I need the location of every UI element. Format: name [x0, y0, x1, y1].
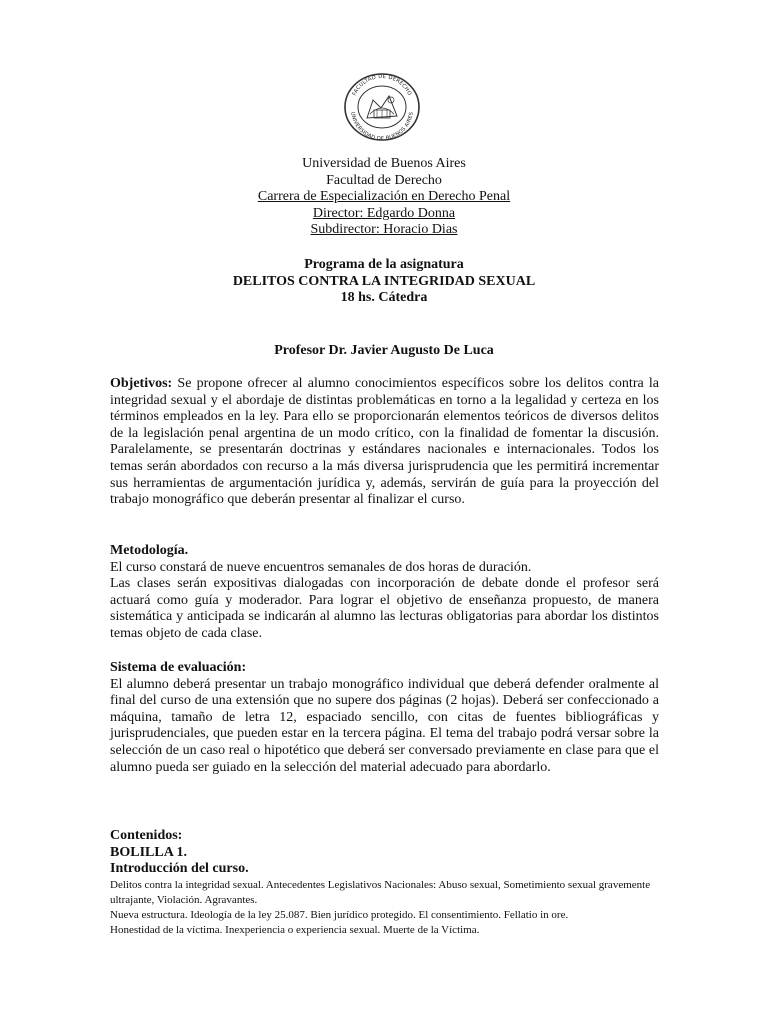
objectives-heading: Objetivos: [110, 376, 173, 391]
professor-name: Profesor Dr. Javier Augusto De Luca [274, 343, 494, 358]
contents-section [110, 828, 659, 938]
evaluation-heading: Sistema de evaluación: [110, 660, 247, 675]
course-hours: 18 hs. Cátedra [340, 290, 428, 305]
unit-heading: BOLILLA 1. [110, 844, 188, 860]
objectives-text: Se propone ofrecer al alumno conocimientos específicos sobre los delitos contra la integridad sexual y el abordaje de distintas problemáticas en torno a la legalidad y certeza en los términos empleados en la ley. Para ello se proporcionarán elementos teóricos de diversos delitos de la legislación penal argentina de un modo crítico, con la finalidad de fomentar la discusión. Paralelamente, se presentarán doctrinas y estándares nacionales e internacionales. Todos los temas serán abordados con recurso a la más diversa jurisprudencia que les permitirá incrementar sus herramientas de argumentación jurídica y, además, servirán de guía para la proyección del trabajo monográfico que deberán presentar al finalizar el curso. [110, 376, 659, 508]
university-name: Universidad de Buenos Aires [302, 156, 466, 171]
unit-title: Introducción del curso. [110, 861, 249, 877]
program-title-block [110, 257, 658, 307]
objectives-section [110, 376, 659, 509]
evaluation-paragraph: El alumno deberá presentar un trabajo monográfico individual que deberá defender oralmente al final del curso de una extensión que no supere dos páginas (2 hojas). Deberá ser confeccionado a máquina, tamaño de letra 12, espaciado sencillo, con citas de fuentes bibliográficas y jurisprudenciales, que pueden estar en la tercera página. El tema del trabajo podrá versar sobre la selección de un caso real o hipotético que deberá ser conversado previamente en clase para que el alumno pueda ser guiado en la selección del material adecuado para abordarlo. [110, 676, 659, 775]
methodology-section [110, 543, 659, 643]
career-name: Carrera de Especialización en Derecho Penal [257, 189, 511, 205]
unit-content-line-2: Nueva estructura. Ideología de la ley 25.087. Bien jurídico protegido. El consentimiento. Fellatio in ore. [110, 908, 569, 921]
unit-content-line-3: Honestidad de la víctima. Inexperiencia o experiencia sexual. Muerte de la Víctima. [110, 923, 480, 936]
unit-content-line-1: Delitos contra la integridad sexual. Antecedentes Legislativos Nacionales: Abuso sexual, Sometimiento sexual gravemente ultrajante, Violación. Agravantes. [110, 878, 651, 906]
course-title: DELITOS CONTRA LA INTEGRIDAD SEXUAL [232, 273, 536, 289]
faculty-name: Facultad de Derecho [326, 172, 442, 188]
methodology-paragraph-2: Las clases serán expositivas dialogadas con incorporación de debate donde el profesor será actuará como guía y moderador. Para lograr el objetivo de enseñanza propuesto, de manera sistemática y anticipada se indicarán al alumno las lecturas obligatorias para abordar los distintos temas objeto de cada clase. [110, 576, 659, 641]
svg-text:UNIVERSIDAD DE BUENOS AIRES: UNIVERSIDAD DE BUENOS AIRES [349, 111, 415, 142]
document-header [110, 156, 658, 239]
methodology-heading: Metodología. [110, 543, 189, 558]
evaluation-section [110, 660, 659, 776]
subdirector-name: Subdirector: Horacio Dias [310, 222, 458, 238]
contents-heading: Contenidos: [110, 828, 183, 843]
svg-text:FACULTAD DE DERECHO: FACULTAD DE DERECHO [351, 73, 413, 97]
university-seal-logo [343, 72, 421, 142]
director-name: Director: Edgardo Donna [312, 205, 456, 221]
program-label: Programa de la asignatura [304, 257, 464, 272]
methodology-paragraph-1: El curso constará de nueve encuentros semanales de dos horas de duración. [110, 559, 532, 575]
